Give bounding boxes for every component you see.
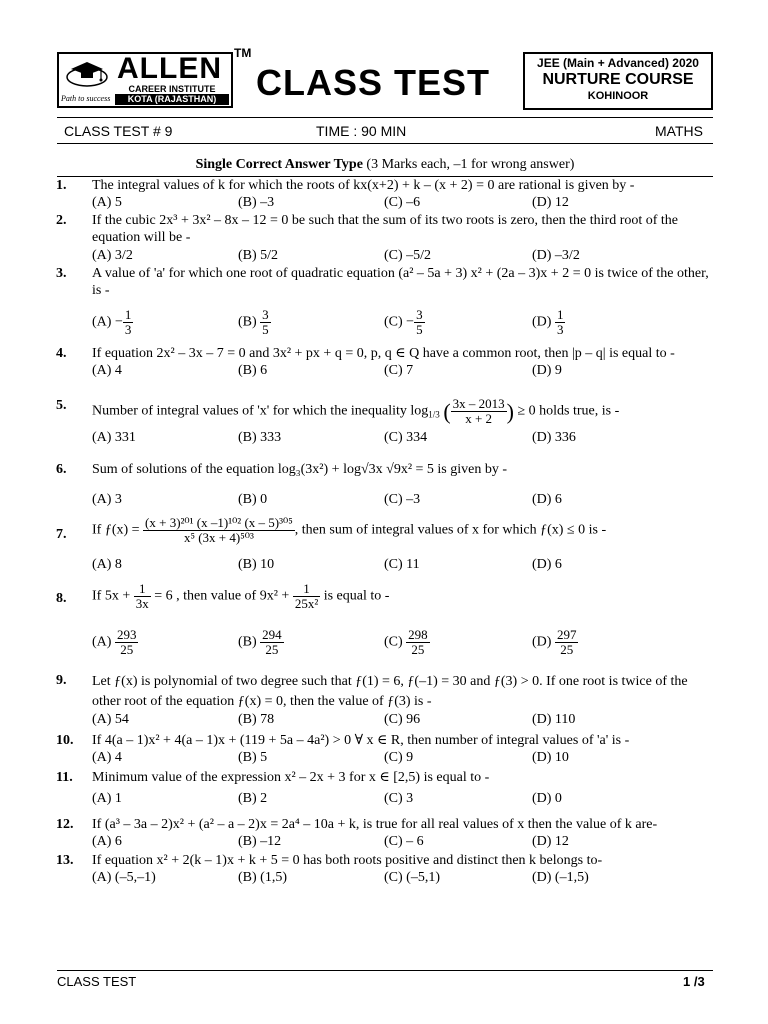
fraction <box>260 628 284 657</box>
course-batch: KOHINOOR <box>587 90 649 102</box>
fraction-sign: − <box>406 314 415 330</box>
option-d: (D) 110 <box>532 712 576 727</box>
option-a: (A) 331 <box>92 430 136 445</box>
fraction-sign: − <box>114 314 123 330</box>
option-b: (B) 5 <box>238 750 268 765</box>
question-text: If 4(a – 1)x² + 4(a – 1)x + (119 + 5a – 4a²) > 0 ∀ x ∈ R, then number of integral values of 'a' is - <box>92 733 630 748</box>
text-part: If ƒ(x) = <box>92 522 144 538</box>
option-c: (C) 334 <box>384 430 428 445</box>
option-d: (D) 6 <box>532 557 562 572</box>
denominator: 3 <box>124 322 132 337</box>
section-title <box>57 157 713 173</box>
text-part: , then sum of integral values of x for which ƒ(x) ≤ 0 is - <box>294 522 607 538</box>
footer-divider <box>57 970 713 971</box>
question-text: Let ƒ(x) is polynomial of two degree such that ƒ(1) = 6, ƒ(–1) = 30 and ƒ(3) > 0. If one root is twice of the other root of the equation ƒ(x) = 0, then the value of ƒ(3) is - <box>92 674 688 709</box>
page-number: 1 /3 <box>683 974 705 989</box>
question-number: 7. <box>56 527 67 542</box>
option-label: (B) <box>238 314 257 330</box>
question-number: 12. <box>56 817 74 832</box>
option-a: (A) 3/2 <box>92 248 133 263</box>
question-number: 3. <box>56 266 67 281</box>
numerator: 293 <box>116 627 137 642</box>
numerator: 297 <box>556 627 577 642</box>
question-number: 5. <box>56 398 67 413</box>
question-text: The integral values of k for which the roots of kx(x+2) + k – (x + 2) = 0 are rational is given by - <box>92 178 635 193</box>
fraction <box>414 308 425 337</box>
option-label: (A) <box>92 314 112 330</box>
option-c: (C) –3 <box>384 492 421 507</box>
option-c: (C) –5/2 <box>384 248 432 263</box>
denominator: 5 <box>262 322 269 337</box>
option-a: (A) 4 <box>92 750 122 765</box>
option-d: (D) 336 <box>532 430 576 445</box>
option-label: (C) <box>384 314 403 330</box>
brand-name: ALLEN <box>117 52 222 85</box>
option-d: (D) 10 <box>532 750 569 765</box>
denominator: x + 2 <box>465 411 493 426</box>
option-a: (A) 4 <box>92 363 122 378</box>
fraction <box>555 308 566 337</box>
option-d <box>532 308 565 337</box>
option-c: (C) 9 <box>384 750 414 765</box>
page-title: CLASS TEST <box>256 62 491 103</box>
option-label: (D) <box>532 314 552 330</box>
option-c: (C) –6 <box>384 195 421 210</box>
allen-logo <box>57 52 233 108</box>
text-part: If 5x + <box>92 588 134 604</box>
option-b <box>238 308 271 337</box>
fraction <box>406 628 430 657</box>
option-a: (A) 54 <box>92 712 129 727</box>
option-b: (B) 333 <box>238 430 282 445</box>
option-d: (D) 6 <box>532 492 562 507</box>
option-label: (D) <box>532 634 552 650</box>
header-divider-top <box>57 117 713 118</box>
question-number: 1. <box>56 178 67 193</box>
text-part: is equal to - <box>320 588 390 604</box>
question-text: If the cubic 2x³ + 3x² – 8x – 12 = 0 be such that the sum of its two roots is zero, then the third root of the equation will be - <box>92 213 679 245</box>
question-text: A value of 'a' for which one root of quadratic equation (a² – 5a + 3) x² + (2a – 3)x + 2 = 0 is twice of the other, is - <box>92 266 709 298</box>
option-d: (D) 9 <box>532 363 562 378</box>
option-c: (C) – 6 <box>384 834 424 849</box>
denominator: x⁵ (3x + 4)⁵⁰³ <box>183 530 254 545</box>
option-a <box>92 308 133 337</box>
fraction <box>451 397 507 426</box>
option-b: (B) 0 <box>238 492 268 507</box>
section-type: Single Correct Answer Type <box>195 157 363 172</box>
numerator: 1 <box>293 582 320 597</box>
fraction <box>293 582 320 611</box>
option-b: (B) –3 <box>238 195 275 210</box>
option-a: (A) 8 <box>92 557 122 572</box>
log-base: 1/3 <box>428 409 440 420</box>
numerator: (x + 3)²⁰¹ (x –1)¹⁰² (x – 5)³⁰⁵ <box>145 515 293 530</box>
numerator: 1 <box>556 307 564 322</box>
question-number: 13. <box>56 853 74 868</box>
option-d: (D) 12 <box>532 834 569 849</box>
question-text: If equation x² + 2(k – 1)x + k + 5 = 0 has both roots positive and distinct then k belongs to- <box>92 853 603 868</box>
fraction <box>143 516 295 545</box>
option-c: (C) 11 <box>384 557 420 572</box>
test-number: CLASS TEST # 9 <box>64 123 173 139</box>
option-c: (C) 3 <box>384 791 414 806</box>
option-c <box>384 628 430 657</box>
denominator: 25 <box>560 642 574 657</box>
question-number: 11. <box>56 770 73 785</box>
option-d: (D) 0 <box>532 791 562 806</box>
brand-subtitle: CAREER INSTITUTE <box>128 84 216 94</box>
denominator: 3x <box>135 596 149 611</box>
question-number: 2. <box>56 213 67 228</box>
course-name: NURTURE COURSE <box>542 71 694 88</box>
numerator: 3 <box>262 307 269 322</box>
denominator: 3 <box>556 322 564 337</box>
question-number: 6. <box>56 462 67 477</box>
fraction <box>134 582 151 611</box>
option-a: (A) (–5,–1) <box>92 870 156 885</box>
brand-location: KOTA (RAJASTHAN) <box>115 94 229 105</box>
fraction <box>123 308 134 337</box>
numerator: 3 <box>416 307 423 322</box>
question-text <box>92 516 718 545</box>
question-text <box>92 582 718 611</box>
numerator: 1 <box>134 582 151 597</box>
denominator: 25 <box>411 642 425 657</box>
text-part: = 6 , then value of 9x² + <box>150 588 293 604</box>
question-number: 10. <box>56 733 74 748</box>
denominator: 25 <box>120 642 134 657</box>
option-d: (D) –3/2 <box>532 248 580 263</box>
denominator: 5 <box>416 322 423 337</box>
question-number: 4. <box>56 346 67 361</box>
question-text: Sum of solutions of the equation log₃(3x²) + log√3x √9x² = 5 is given by - <box>92 462 508 477</box>
option-a <box>92 628 138 657</box>
graduation-emblem-icon <box>63 59 111 89</box>
option-b: (B) 6 <box>238 363 268 378</box>
question-number: 8. <box>56 591 67 606</box>
question-text: If (a³ – 3a – 2)x² + (a² – a – 2)x = 2a⁴ – 10a + k, is true for all real values of x then the value of k are- <box>92 817 658 832</box>
footer-label: CLASS TEST <box>57 974 137 989</box>
option-label: (A) <box>92 634 112 650</box>
option-c: (C) (–5,1) <box>384 870 440 885</box>
question-text: If equation 2x² – 3x – 7 = 0 and 3x² + px + q = 0, p, q ∈ Q have a common root, then |p – q| is equal to - <box>92 346 675 361</box>
option-a: (A) 6 <box>92 834 122 849</box>
option-b: (B) 5/2 <box>238 248 279 263</box>
option-label: (B) <box>238 634 257 650</box>
option-c: (C) 7 <box>384 363 414 378</box>
question-number: 9. <box>56 673 67 688</box>
test-time: TIME : 90 MIN <box>316 123 407 139</box>
numerator: 294 <box>262 627 282 642</box>
option-a: (A) 1 <box>92 791 122 806</box>
question-text: Minimum value of the expression x² – 2x + 3 for x ∈ [2,5) is equal to - <box>92 770 490 785</box>
option-b: (B) 2 <box>238 791 268 806</box>
course-box <box>523 52 713 110</box>
option-b: (B) 10 <box>238 557 275 572</box>
option-b <box>238 628 284 657</box>
option-d: (D) (–1,5) <box>532 870 589 885</box>
question-text: Number of integral values of 'x' for which the inequality $\log_{1/3}$ ( $\frac{3x - 2013}{x + 2}$ ) ≥ 0 holds true, is - <box>92 396 620 426</box>
option-label: (C) <box>384 634 403 650</box>
header-divider-bottom <box>57 143 713 144</box>
section-marks: (3 Marks each, –1 for wrong answer) <box>362 157 575 172</box>
course-exam: JEE (Main + Advanced) 2020 <box>537 56 699 70</box>
trademark-mark: TM <box>234 46 252 60</box>
test-subject: MATHS <box>655 123 703 139</box>
option-a: (A) 3 <box>92 492 122 507</box>
option-c <box>384 308 425 337</box>
fraction <box>115 628 139 657</box>
denominator: 25 <box>265 642 279 657</box>
option-d <box>532 628 578 657</box>
text-part: ≥ 0 holds true, is - <box>517 403 620 419</box>
fraction <box>555 628 579 657</box>
text-part: Number of integral values of 'x' for which the inequality log <box>92 403 429 419</box>
numerator: 1 <box>124 307 132 322</box>
brand-tagline: Path to success <box>61 94 111 103</box>
option-c: (C) 96 <box>384 712 421 727</box>
numerator: 298 <box>408 627 428 642</box>
numerator: 3x – 2013 <box>452 396 505 411</box>
denominator: 25x² <box>294 596 319 611</box>
option-b: (B) 78 <box>238 712 275 727</box>
option-b: (B) (1,5) <box>238 870 287 885</box>
option-d: (D) 12 <box>532 195 569 210</box>
option-a: (A) 5 <box>92 195 122 210</box>
fraction <box>260 308 271 337</box>
option-b: (B) –12 <box>238 834 282 849</box>
